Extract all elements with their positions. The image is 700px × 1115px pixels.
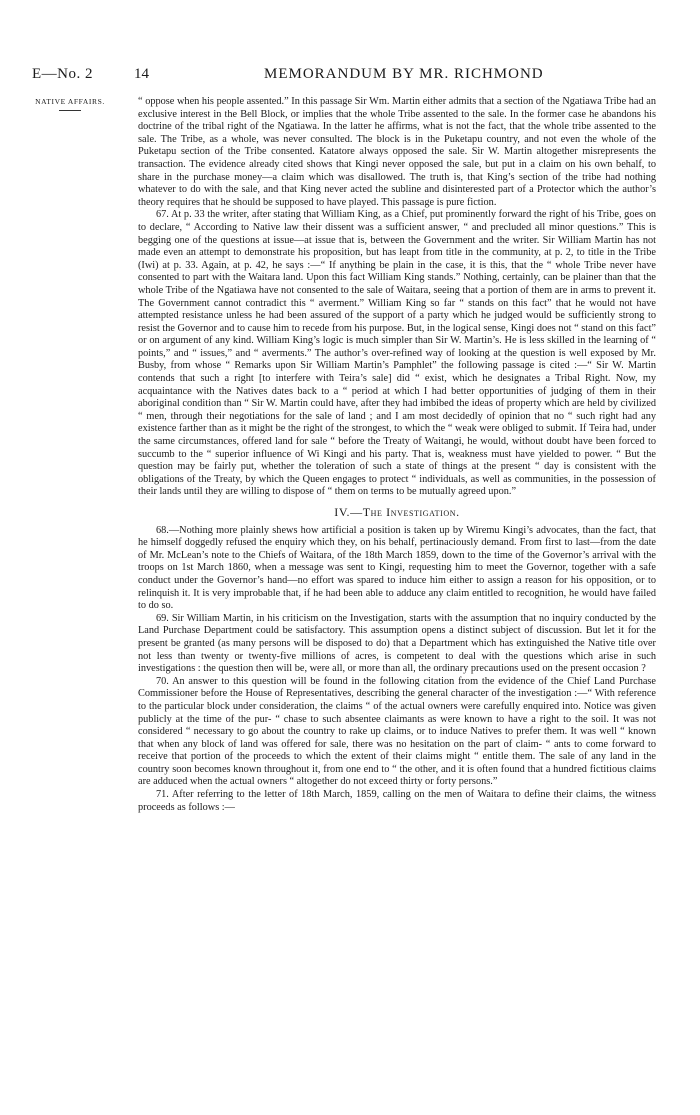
page-header <box>32 66 658 88</box>
paragraph: 69. Sir William Martin, in his criticism on the Investigation, starts with the assumption that no inquiry conducted by the Land Purchase Department could be satisfactory. This assumption opens a distinct subject of discussion. But let it for the present be granted (as many persons will be disposed to do) that a Department which has extinguished the Native title over not less than twenty or twenty-five millions of acres, is competent to deal with the questions which arise in such investigations : the question then will be, were all, or more than all, the ordinary precautions used on the present occasion ? <box>138 612 656 675</box>
page-title: MEMORANDUM BY MR. RICHMOND <box>264 66 544 82</box>
section-heading: IV.—The Investigation. <box>334 505 460 519</box>
paragraph: 71. After referring to the letter of 18th March, 1859, calling on the men of Waitara to define their claims, the witness proceeds as follows :— <box>138 789 656 813</box>
document-number: E—No. 2 <box>32 66 93 82</box>
margin-note-text: NATIVE AFFAIRS. <box>35 97 105 106</box>
body-text <box>138 96 656 814</box>
paragraph: 70. An answer to this question will be found in the following citation from the evidence of the Chief Land Purchase Commissioner before the House of Representatives, describing the general character of the investigation :—“ With reference to the particular block under consideration, the claims “ of the actual owners were carefully enquired into. Notice was given publicly at the time of the pur- “ chase to such absentee claimants as were known to have a right to the soil. It was not considered “ necessary to go about the country to rake up claims, or to induce Natives to prefer them. It was well “ known that when any block of land was offered for sale, there was no hesitation on the part of claim- “ ants to come forward to receive that portion of the proceeds to which the extent of their claims might “ entitle them. The sale of any land in the country soon becomes known throughout it, from one end to “ the other, and it is often found that a hundred fictitious claims are adduced when the actual owners “ altogether do not exceed thirty or forty persons.” <box>138 675 656 788</box>
paragraph: 68.—Nothing more plainly shews how artificial a position is taken up by Wiremu Kingi’s advocates, than the fact, that he himself doggedly refused the enquiry which they, on his behalf, pertinaciously demand. From first to last—from the date of Mr. McLean’s note to the Chiefs of Waitara, of the 18th March 1859, down to the time of the Governor’s arrival with the troops on 1st March 1860, when a message was sent to Kingi, requesting him to meet the Governor, together with a safe conduct under the Governor’s hand—no effort was spared to induce him either to assign a reason for his opposition, or to relinquish it. It is very improbable that, if he had been able to adduce any claim entitled to recognition, he would have failed to do so. <box>138 524 656 612</box>
page-number: 14 <box>134 66 149 82</box>
paragraph: 67. At p. 33 the writer, after stating that William King, as a Chief, put prominently forward the right of his Tribe, goes on to declare, “ According to Native law their dissent was a sufficient answer, “ and precluded all minor questions.” This is begging one of the questions at issue—at issue that is, between the Government and the writer. Sir William Martin has not made even an attempt to demonstrate his proposition, but has leapt from title in the community, at p. 2, to title in the Tribe (Iwi) at p. 33. Again, at p. 42, he says :—“ If anything be plain in the case, it is this, that the “ whole Tribe never have consented to part with the Waitara land. Upon this fact William King stands.” Nothing, certainly, can be plainer than that the whole Tribe of the Ngatiawa have not consented to the sale of Waitara, seeing that a portion of them are in arms to prevent it. The Government cannot contradict this “ averment.” William King so far “ stands on this fact” that he would not have attempted resistance unless he had been assured of the support of a party which he judged would be sufficiently strong to resist the Governor and to cause him to recede from his purpose. But, in the logical sense, Kingi does not “ stand on this fact” or on argument of any kind. William King’s logic is much simpler than Sir W. Martin’s. He is less skilled in the learning of “ points,” and “ issues,” and “ averments.” The author’s over-refined way of looking at the question is well exposed by Mr. Busby, from whose “ Remarks upon Sir William Martin’s Pamphlet” the following passage is cited :—“ Sir W. Martin contends that such a right [to interfere with Teira’s sale] did “ exist, which he designates a Tribal Right. Now, my acquaintance with the Natives dates back to a “ period at which I had better opportunities of judging of them in their aboriginal condition than “ Sir W. Martin could have, after they had imbibed the ideas of property which are held by civilized “ men, through their negotiations for the sale of land ; and I am most decidedly of opinion that no “ such right had any existence farther than as it might be the right of the strongest, to which the “ weak were obliged to submit. If Teira had, under the same circumstances, offered land for sale “ before the Treaty of Waitangi, he would, without doubt have been forced to succumb to the “ superior influence of Wi Kingi and his party. That is, weakness must have yielded to power. “ But the question may be fairly put, whether the toleration of such a state of things at the present “ day is consistent with the obligations of the Treaty, by which the Queen engages to protect “ individuals, as well as communities, in the possession of their lands until they are willing to dispose of “ them on terms to be mutually agreed upon.” <box>138 209 656 498</box>
margin-note <box>34 97 106 111</box>
paragraph: “ oppose when his people assented.” In this passage Sir Wm. Martin either admits that a section of the Ngatiawa Tribe had an exclusive interest in the Bell Block, or implies that the whole Tribe assented to the sale. In the former case he abandons his doctrine of the tribal right of the Ngatiawa. In the latter he affirms, what is not the fact, that the whole tribe assented to the sale. The Tribe, as a whole, was never consulted. The block is in the Puketapu country, and not even the whole of the Puketapu section of the Tribe consented. Katatore always opposed the sale. Sir W. Martin altogether misrepresents the transaction. The evidence already cited shows that Kingi never opposed the sale, but put in a claim on his own behalf, to share in the purchase money—a claim which was disallowed. The truth is, that King’s section of the tribe had nothing whatever to do with the sale, and that King never acted the subline and disinterested part of a Protector which the author’s theory requires that he should be supposed to have played. This passage is pure fiction. <box>138 96 656 208</box>
margin-rule <box>59 110 81 111</box>
